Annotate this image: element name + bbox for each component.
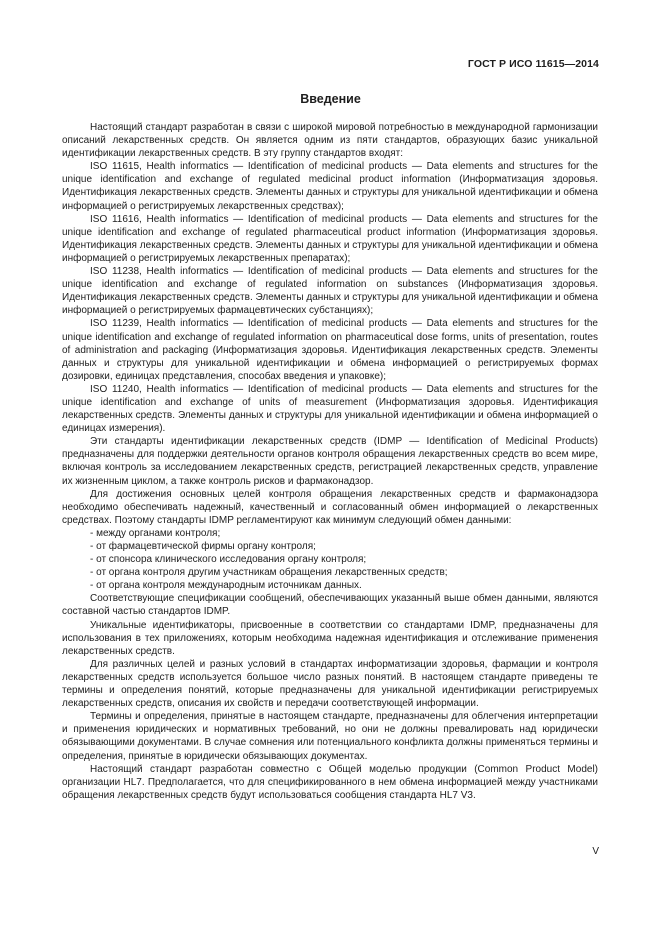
document-code: ГОСТ Р ИСО 11615—2014: [467, 58, 599, 70]
list-item: - от фармацевтической фирмы органу контроля;: [90, 541, 316, 552]
document-body: [62, 121, 598, 802]
paragraph: ISO 11616, Health informatics — Identification of medicinal products — Data elements and structures for the unique identification and exchange of regulated pharmaceutical product information (Информатизация здоровья. Идентификация лекарственных средств. Элементы данных и структуры для уникальной идентификации и обмена информацией о регистрируемых лекарственных препаратах);: [62, 213, 598, 264]
paragraph: Эти стандарты идентификации лекарственных средств (IDMP — Identification of Medicinal Products) предназначены для поддержки деятельности органов контроля обращения лекарственных средств во всем мире, включая контроль за исследованием лекарственных средств, регистрацией лекарственных средств, управление их жизненным циклом, а также контроль рисков и фармаконадзор.: [62, 436, 598, 487]
list-item: - от органа контроля международным источникам данных.: [90, 580, 362, 592]
paragraph: ISO 11615, Health informatics — Identification of medicinal products — Data elements and structures for the unique identification and exchange of regulated medicinal product information (Информатизация здоровья. Идентификация лекарственных средств. Элементы данных и структуры для уникальной идентификации и обмена информацией о регистрируемых лекарственных средствах);: [62, 161, 598, 212]
paragraph: Уникальные идентификаторы, присвоенные в соответствии со стандартами IDMP, предназначены для использования в тех приложениях, которым необходима надежная идентификация и отслеживание применения лекарственных средств.: [62, 619, 598, 657]
paragraph: ISO 11238, Health informatics — Identification of medicinal products — Data elements and structures for the unique identification and exchange of regulated information on substances (Информатизация здоровья. Идентификация лекарственных средств. Элементы данных и структуры для уникальной идентификации и обмена информацией о регистрируемых фармацевтических субстанциях);: [62, 266, 598, 317]
paragraph: Настоящий стандарт разработан в связи с широкой мировой потребностью в международной гармонизации описаний лекарственных средств. Он является одним из пяти стандартов, образующих базис уникальной идентификации лекарственных средств. В эту группу стандартов входят:: [62, 122, 598, 160]
paragraph: Для достижения основных целей контроля обращения лекарственных средств и фармаконадзора необходимо обеспечивать надежный, качественный и согласованный обмен информацией о лекарственных средствах. Поэтому стандарты IDMP регламентируют как минимум следующий обмен данными:: [62, 488, 598, 526]
paragraph: Настоящий стандарт разработан совместно с Общей моделью продукции (Common Product Model) организации HL7. Предполагается, что для спецификированного в нем обмена информацией между участниками обращения лекарственных средств будут использоваться сообщения стандарта HL7 V3.: [62, 763, 598, 801]
page-number: V: [592, 846, 599, 857]
paragraph: Термины и определения, принятые в настоящем стандарте, предназначены для облегчения интерпретации и применения юридических и нормативных требований, но они не должны превалировать над юридически обязывающими документами. В случае сомнения или потенциального конфликта должны применяться термины и определения, принятые в юридически обязывающих документах.: [62, 711, 598, 762]
paragraph: Для различных целей и разных условий в стандартах информатизации здоровья, фармации и контроля лекарственных средств используется большое число разных понятий. В настоящем стандарте приведены те термины и определения понятий, которые предназначены для уникальной идентификации регистрируемых лекарственных средств, описания их свойств и передачи соответствующей информации.: [62, 658, 598, 710]
list-item: - от органа контроля другим участникам обращения лекарственных средств;: [90, 567, 448, 579]
paragraph: ISO 11240, Health informatics — Identification of medicinal products — Data elements and structures for the unique identification and exchange of units of measurement (Информатизация здоровья. Идентификация лекарственных средств. Элементы данных и структуры для уникальной идентификации и обмена информацией о единицах измерения).: [62, 383, 598, 435]
list-item: - между органами контроля;: [90, 527, 221, 539]
paragraph: Соответствующие спецификации сообщений, обеспечивающих указанный выше обмен данными, являются составной частью стандартов IDMP.: [62, 593, 598, 618]
list-item: - от спонсора клинического исследования органу контроля;: [90, 554, 367, 566]
paragraph: ISO 11239, Health informatics — Identification of medicinal products — Data elements and structures for the unique identification and exchange of regulated information on pharmaceutical dose forms, units of presentation, routes of administration and packaging (Информатизация здоровья. Идентификация лекарственных средств. Элементы данных и структуры для уникальной идентификации и обмена информацией о регистрируемых формах дозировки, единицах представления, способах введения и упаковке);: [62, 318, 598, 382]
page-title: Введение: [300, 92, 361, 106]
